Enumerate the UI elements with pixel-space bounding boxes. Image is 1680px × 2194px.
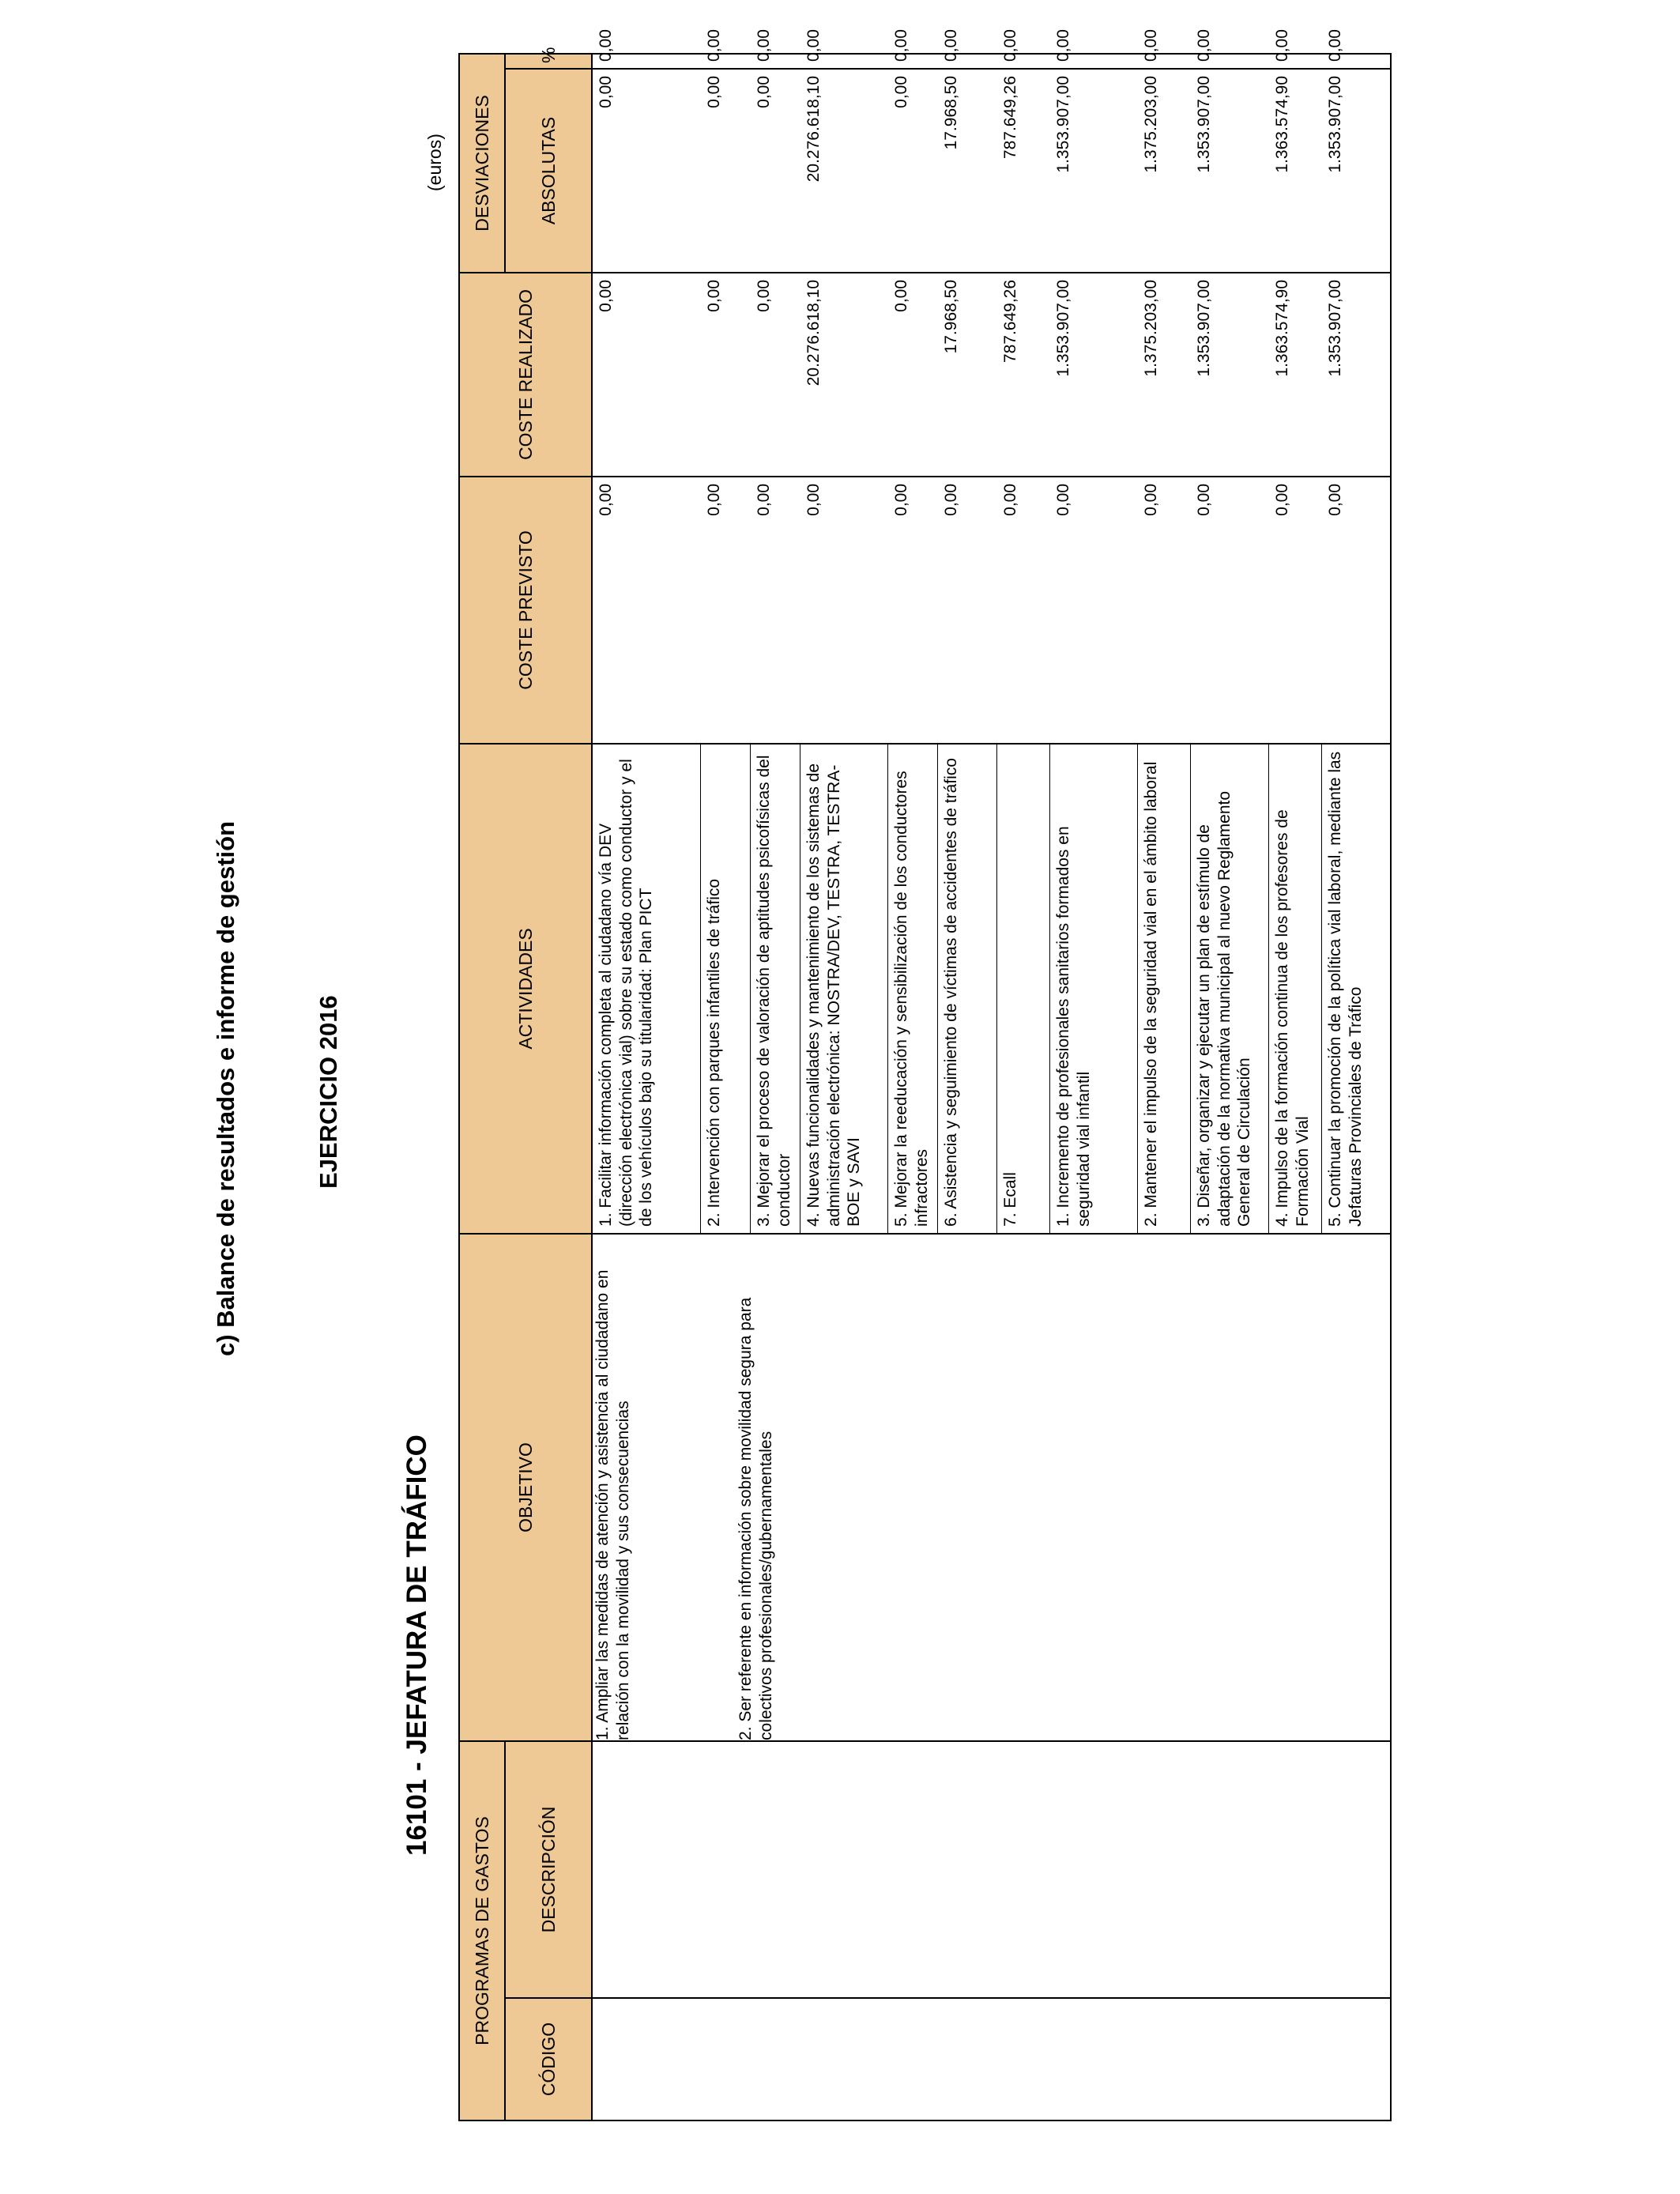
activity-item: 5. Mejorar la reeducación y sensibilización de los conductores infractores bbox=[888, 745, 938, 1233]
col-header-coste-previsto: COSTE PREVISTO bbox=[459, 477, 592, 744]
col-header-absolutas: ABSOLUTAS bbox=[505, 69, 592, 273]
activity-item: 2. Mantener el impulso de la seguridad vial en el ámbito laboral bbox=[1138, 745, 1191, 1233]
absolutas-value: 17.968,50 bbox=[942, 75, 960, 150]
coste-realizado-cell bbox=[592, 273, 1391, 477]
realizado-value: 1.363.574,90 bbox=[1273, 279, 1291, 377]
pct-value: 0,00 bbox=[705, 29, 723, 62]
pct-value: 0,00 bbox=[1195, 29, 1213, 62]
previsto-value: 0,00 bbox=[942, 483, 960, 516]
pct-value: 0,00 bbox=[892, 29, 910, 62]
pct-value: 0,00 bbox=[1273, 29, 1291, 62]
pct-value: 0,00 bbox=[755, 29, 773, 62]
activity-item: 6. Asistencia y seguimiento de víctimas de accidentes de tráfico bbox=[938, 745, 997, 1233]
realizado-value: 1.353.907,00 bbox=[1326, 279, 1344, 377]
absolutas-value: 0,00 bbox=[892, 75, 910, 108]
absolutas-value: 1.353.907,00 bbox=[1195, 75, 1213, 173]
absolutas-value: 0,00 bbox=[705, 75, 723, 108]
pct-value: 0,00 bbox=[804, 29, 823, 62]
col-header-descripcion: DESCRIPCIÓN bbox=[505, 1741, 592, 1998]
col-header-pct: % bbox=[505, 54, 592, 69]
objetivo-cell bbox=[592, 1234, 1391, 1741]
section-title: 16101 - JEFATURA DE TRÁFICO bbox=[401, 1434, 432, 1856]
realizado-value: 1.353.907,00 bbox=[1054, 279, 1072, 377]
realizado-value: 20.276.618,10 bbox=[804, 279, 823, 386]
absolutas-value: 0,00 bbox=[755, 75, 773, 108]
pct-value: 0,00 bbox=[942, 29, 960, 62]
pct-value: 0,00 bbox=[1054, 29, 1072, 62]
table-row bbox=[592, 54, 1391, 2120]
activity-item: 3. Mejorar el proceso de valoración de aptitudes psicofísicas del conductor bbox=[751, 745, 800, 1233]
previsto-value: 0,00 bbox=[1326, 483, 1344, 516]
activity-item: 1. Facilitar información completa al ciudadano vía DEV (dirección electrónica vial) sobre su estado como conductor y el de los vehículos bajo su titularidad: Plan PICT bbox=[593, 745, 701, 1233]
col-header-objetivo: OBJETIVO bbox=[459, 1234, 592, 1741]
coste-previsto-cell bbox=[592, 477, 1391, 744]
codigo-cell bbox=[592, 1998, 1391, 2120]
absolutas-value: 787.649,26 bbox=[1001, 75, 1019, 160]
pct-value: 0,00 bbox=[1142, 29, 1160, 62]
absolutas-value: 0,00 bbox=[597, 75, 615, 108]
actividades-cell bbox=[592, 744, 1391, 1234]
previsto-value: 0,00 bbox=[1195, 483, 1213, 516]
group-header-programas: PROGRAMAS DE GASTOS bbox=[459, 1741, 505, 2120]
activity-item: 3. Diseñar, organizar y ejecutar un plan de estímulo de adaptación de la normativa municipal al nuevo Reglamento General de Circulación bbox=[1191, 745, 1269, 1233]
activity-item: 7. Ecall bbox=[997, 745, 1050, 1233]
activity-item: 4. Nuevas funcionalidades y mantenimiento de los sistemas de administración electrónica: NOSTRA/DEV, TESTRA, TESTRA-BOE y SAVI bbox=[800, 745, 888, 1233]
pct-value: 0,00 bbox=[597, 29, 615, 62]
realizado-value: 0,00 bbox=[755, 279, 773, 312]
col-header-actividades: ACTIVIDADES bbox=[459, 744, 592, 1234]
absolutas-value: 1.375.203,00 bbox=[1142, 75, 1160, 173]
previsto-value: 0,00 bbox=[755, 483, 773, 516]
previsto-value: 0,00 bbox=[1054, 483, 1072, 516]
previsto-value: 0,00 bbox=[1142, 483, 1160, 516]
realizado-value: 0,00 bbox=[597, 279, 615, 312]
objective-1: 1. Ampliar las medidas de atención y asistencia al ciudadano en relación con la movilidad y sus consecuencias bbox=[593, 1269, 632, 1740]
report-title: c) Balance de resultados e informe de gestión bbox=[212, 820, 239, 1356]
results-table bbox=[458, 29, 1392, 2121]
realizado-value: 0,00 bbox=[892, 279, 910, 312]
objective-2: 2. Ser referente en información sobre movilidad segura para colectivos profesionales/gubernamentales bbox=[736, 1297, 775, 1740]
activity-item: 5. Continuar la promoción de la política vial laboral, mediante las Jefaturas Provinciales de Tráfico bbox=[1326, 751, 1365, 1227]
absolutas-value: 20.276.618,10 bbox=[804, 75, 823, 183]
group-header-desviaciones: DESVIACIONES bbox=[459, 54, 505, 273]
absolutas-value: 1.353.907,00 bbox=[1326, 75, 1344, 173]
pct-cell bbox=[592, 29, 1391, 69]
col-header-codigo: CÓDIGO bbox=[505, 1998, 592, 2120]
exercise-title: EJERCICIO 2016 bbox=[315, 995, 342, 1189]
previsto-value: 0,00 bbox=[705, 483, 723, 516]
previsto-value: 0,00 bbox=[804, 483, 823, 516]
previsto-value: 0,00 bbox=[1001, 483, 1019, 516]
absolutas-cell bbox=[592, 69, 1391, 273]
col-header-coste-realizado: COSTE REALIZADO bbox=[459, 273, 592, 477]
previsto-value: 0,00 bbox=[892, 483, 910, 516]
realizado-value: 0,00 bbox=[705, 279, 723, 312]
previsto-value: 0,00 bbox=[1273, 483, 1291, 516]
previsto-value: 0,00 bbox=[597, 483, 615, 516]
descripcion-cell bbox=[592, 1741, 1391, 1998]
activity-item: 4. Impulso de la formación continua de los profesores de Formación Vial bbox=[1269, 745, 1322, 1233]
realizado-value: 1.375.203,00 bbox=[1142, 279, 1160, 377]
activity-item: 1. Incremento de profesionales sanitarios formados en seguridad vial infantil bbox=[1050, 745, 1138, 1233]
realizado-value: 17.968,50 bbox=[942, 279, 960, 354]
pct-value: 0,00 bbox=[1326, 29, 1344, 62]
realizado-value: 787.649,26 bbox=[1001, 279, 1019, 364]
pct-value: 0,00 bbox=[1001, 29, 1019, 62]
absolutas-value: 1.363.574,90 bbox=[1273, 75, 1291, 173]
activity-item: 2. Intervención con parques infantiles de tráfico bbox=[701, 745, 751, 1233]
absolutas-value: 1.353.907,00 bbox=[1054, 75, 1072, 173]
realizado-value: 1.353.907,00 bbox=[1195, 279, 1213, 377]
units-label: (euros) bbox=[424, 134, 445, 191]
